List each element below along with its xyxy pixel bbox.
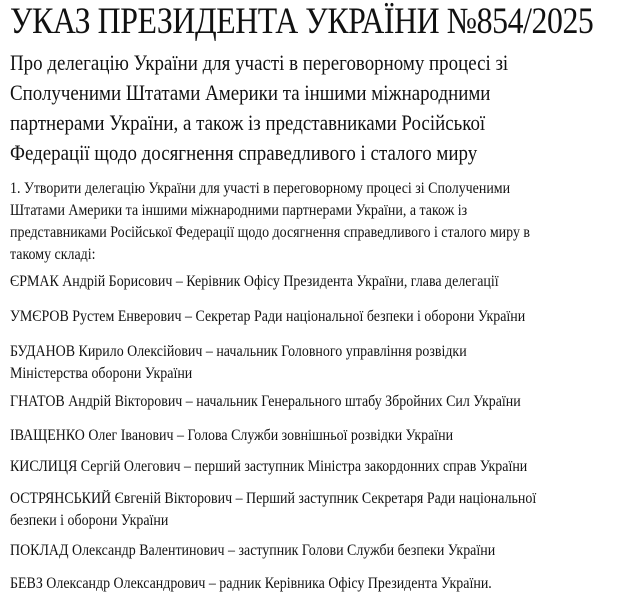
subtitle-line: Про делегацію України для участі в переговорному процесі зі	[10, 50, 509, 75]
member-entry-continued: безпеки і оборони України	[10, 512, 169, 529]
paragraph-line: представниками Російської Федерації щодо досягнення справедливого і сталого миру в	[10, 224, 531, 241]
subtitle-line: Федерації щодо досягнення справедливого і сталого миру	[10, 140, 478, 165]
member-entry: УМЄРОВ Рустем Енверович – Секретар Ради національної безпеки і оборони України	[10, 308, 526, 325]
member-entry: КИСЛИЦЯ Сергій Олегович – перший заступник Міністра закордонних справ України	[10, 458, 528, 475]
member-entry: ЄРМАК Андрій Борисович – Керівник Офісу Президента України, глава делегації	[10, 273, 499, 290]
member-entry: ІВАЩЕНКО Олег Іванович – Голова Служби зовнішньої розвідки України	[10, 427, 454, 444]
decree-title: УКАЗ ПРЕЗИДЕНТА УКРАЇНИ №854/2025	[10, 1, 594, 42]
member-entry: ПОКЛАД Олександр Валентинович – заступник Голови Служби безпеки України	[10, 542, 496, 559]
member-entry: ГНАТОВ Андрій Вікторович – начальник Генерального штабу Збройних Сил України	[10, 393, 521, 410]
paragraph-line: 1. Утворити делегацію України для участі в переговорному процесі зі Сполученими	[10, 180, 511, 197]
member-entry: БУДАНОВ Кирило Олексійович – начальник Головного управління розвідки	[10, 343, 467, 360]
member-entry-continued: Міністерства оборони України	[10, 365, 193, 382]
paragraph-line: Штатами Америки та іншими міжнародними партнерами України, а також із	[10, 202, 468, 219]
paragraph-line: такому складі:	[10, 246, 96, 263]
member-entry: БЕВЗ Олександр Олександрович – радник Керівника Офісу Президента України.	[10, 575, 492, 592]
member-entry: ОСТРЯНСЬКИЙ Євгеній Вікторович – Перший заступник Секретаря Ради національної	[10, 490, 537, 507]
subtitle-line: партнерами України, а також із представниками Російської	[10, 110, 486, 135]
subtitle-line: Сполученими Штатами Америки та іншими міжнародними	[10, 80, 491, 105]
